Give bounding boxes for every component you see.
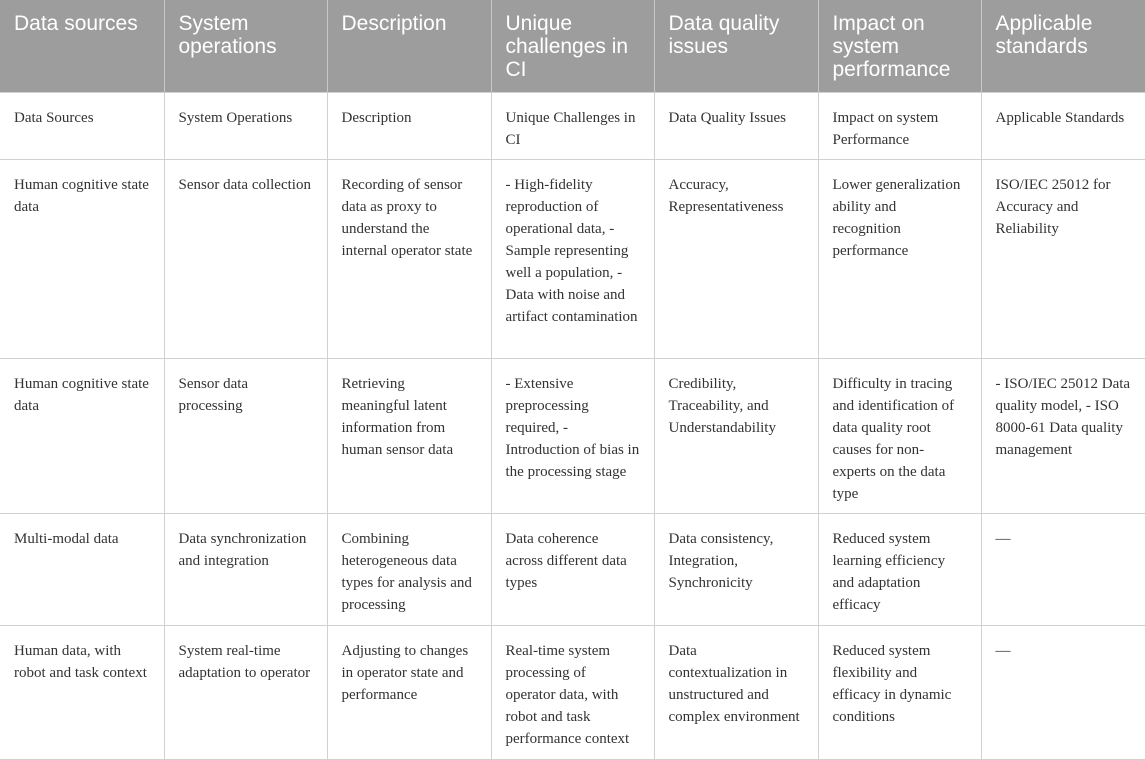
table-cell: System Operations [164,92,327,159]
table-cell: ISO/IEC 25012 for Accuracy and Reliability [981,159,1145,358]
header-data-sources: Data sources [0,0,164,92]
table-cell: Description [327,92,491,159]
table-cell: Accuracy, Representativeness [654,159,818,358]
table-cell: Retrieving meaningful latent information from human sensor data [327,358,491,513]
header-applicable-standards: Applicable standards [981,0,1145,92]
table-cell: System real-time adaptation to operator [164,625,327,759]
table-cell: Human cognitive state data [0,358,164,513]
header-data-quality-issues: Data quality issues [654,0,818,92]
table-cell: Data contextualization in unstructured and complex environment [654,625,818,759]
table-cell: Unique Challenges in CI [491,92,654,159]
table-cell: Data synchronization and integration [164,513,327,625]
table-cell: Applicable Standards [981,92,1145,159]
header-row [0,0,1145,92]
table-row [0,358,1145,513]
table-cell: — [981,513,1145,625]
table-cell: Combining heterogeneous data types for analysis and processing [327,513,491,625]
table-cell: Credibility, Traceability, and Understandability [654,358,818,513]
table-cell: Data Sources [0,92,164,159]
table-cell: - Extensive preprocessing required, - Introduction of bias in the processing stage [491,358,654,513]
table-cell: Data Quality Issues [654,92,818,159]
table-cell: Real-time system processing of operator data, with robot and task performance context [491,625,654,759]
table-row [0,92,1145,159]
table-cell: Sensor data collection [164,159,327,358]
table-row [0,513,1145,625]
table-row [0,159,1145,358]
table-cell: - High-fidelity reproduction of operational data, - Sample representing well a population, - Data with noise and artifact contamination [491,159,654,358]
table-cell: Human data, with robot and task context [0,625,164,759]
table-cell: Human cognitive state data [0,159,164,358]
header-description: Description [327,0,491,92]
table-cell: Sensor data processing [164,358,327,513]
table-header [0,0,1145,92]
table-cell: — [981,625,1145,759]
table-cell: Difficulty in tracing and identification of data quality root causes for non-experts on the data type [818,358,981,513]
table-cell: Recording of sensor data as proxy to understand the internal operator state [327,159,491,358]
table-row [0,625,1145,759]
header-unique-challenges: Unique challenges in CI [491,0,654,92]
table-cell: Lower generalization ability and recognition performance [818,159,981,358]
header-impact-on-performance: Impact on system performance [818,0,981,92]
table-cell: Data coherence across different data types [491,513,654,625]
table-cell: Adjusting to changes in operator state and performance [327,625,491,759]
table-cell: Reduced system flexibility and efficacy in dynamic conditions [818,625,981,759]
table-cell: Impact on system Performance [818,92,981,159]
table-cell: Reduced system learning efficiency and adaptation efficacy [818,513,981,625]
table-cell: - ISO/IEC 25012 Data quality model, - ISO 8000-61 Data quality management [981,358,1145,513]
header-system-operations: System operations [164,0,327,92]
table-cell: Data consistency, Integration, Synchronicity [654,513,818,625]
table-cell: Multi-modal data [0,513,164,625]
table-body [0,92,1145,759]
